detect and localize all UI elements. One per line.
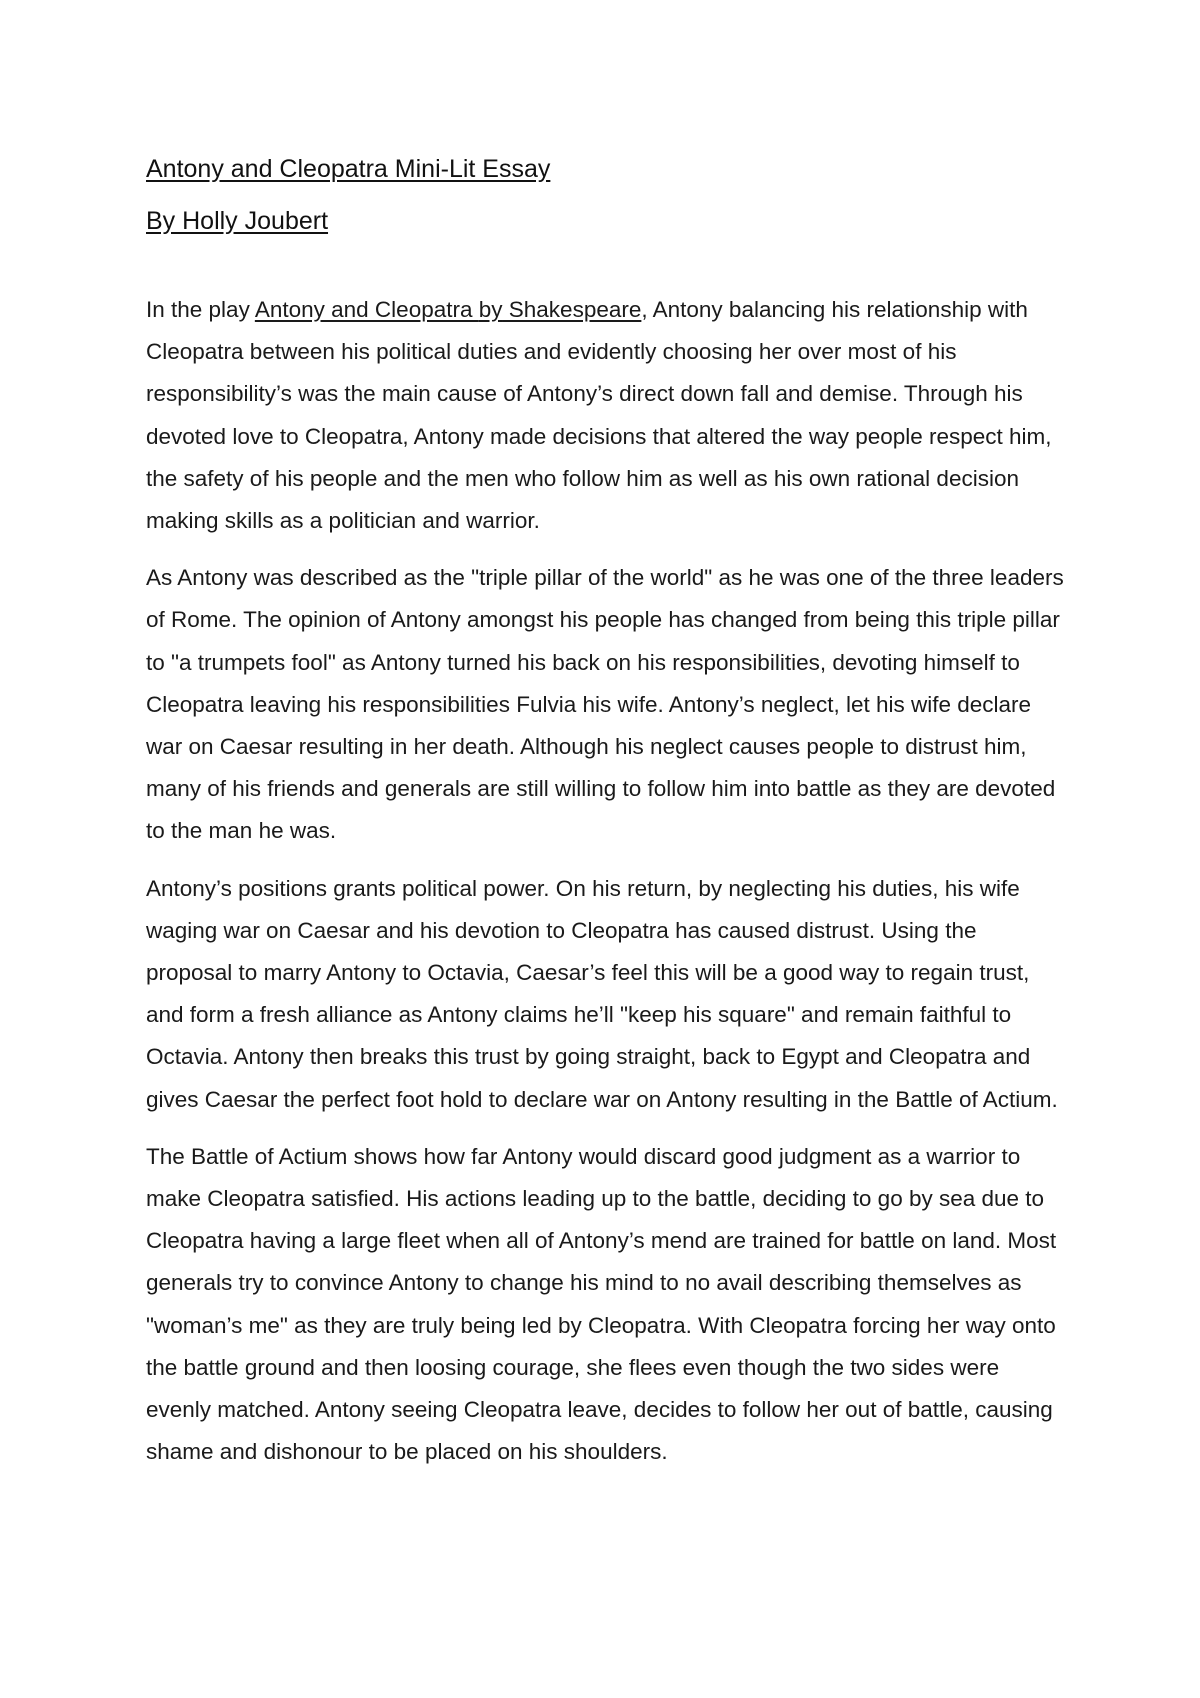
essay-body	[146, 289, 1066, 1473]
paragraph-1-rest: , Antony balancing his relationship with Cleopatra between his political duties and evidently choosing her over most of his responsibility’s was the main cause of Antony’s direct down fall and demise. Through his devoted love to Cleopatra, Antony made decisions that altered the way people respect him, the safety of his people and the men who follow him as well as his own rational decision making skills as a politician and warrior.	[146, 297, 1052, 534]
paragraph-1-lead: In the play	[146, 297, 255, 322]
paragraph-4: The Battle of Actium shows how far Antony would discard good judgment as a warrior to make Cleopatra satisfied. His actions leading up to the battle, deciding to go by sea due to Cleopatra having a large fleet when all of Antony’s mend are trained for battle on land. Most generals try to convince Antony to change his mind to no avail describing themselves as "woman’s me" as they are truly being led by Cleopatra. With Cleopatra forcing her way onto the battle ground and then loosing courage, she flees even though the two sides were evenly matched. Antony seeing Cleopatra leave, decides to follow her out of battle, causing shame and dishonour to be placed on his shoulders.	[146, 1143, 1057, 1465]
author-name: Shakespeare	[502, 297, 642, 322]
essay-author: By Holly Joubert	[146, 207, 329, 235]
paragraph-3: Antony’s positions grants political power. On his return, by neglecting his duties, his wife waging war on Caesar and his devotion to Cleopatra has caused distrust. Using the proposal to marry Antony to Octavia, Caesar’s feel this will be a good way to regain trust, and form a fresh alliance as Antony claims he’ll "keep his square" and remain faithful to Octavia. Antony then breaks this trust by going straight, back to Egypt and Cleopatra and gives Caesar the perfect foot hold to declare war on Antony resulting in the Battle of Actium.	[146, 875, 1058, 1112]
document-content	[146, 143, 1066, 1488]
essay-title: Antony and Cleopatra Mini-Lit Essay	[146, 155, 551, 183]
paragraph-2: As Antony was described as the "triple pillar of the world" as he was one of the three leaders of Rome. The opinion of Antony amongst his people has changed from being this triple pillar to "a trumpets fool" as Antony turned his back on his responsibilities, devoting himself to Cleopatra leaving his responsibilities Fulvia his wife. Antony’s neglect, let his wife declare war on Caesar resulting in her death. Although his neglect causes people to distrust him, many of his friends and generals are still willing to follow him into battle as they are devoted to the man he was.	[146, 565, 1064, 844]
play-title: Antony and Cleopatra	[254, 297, 479, 322]
by-word: by	[478, 297, 503, 322]
paragraph-1	[146, 289, 1066, 542]
